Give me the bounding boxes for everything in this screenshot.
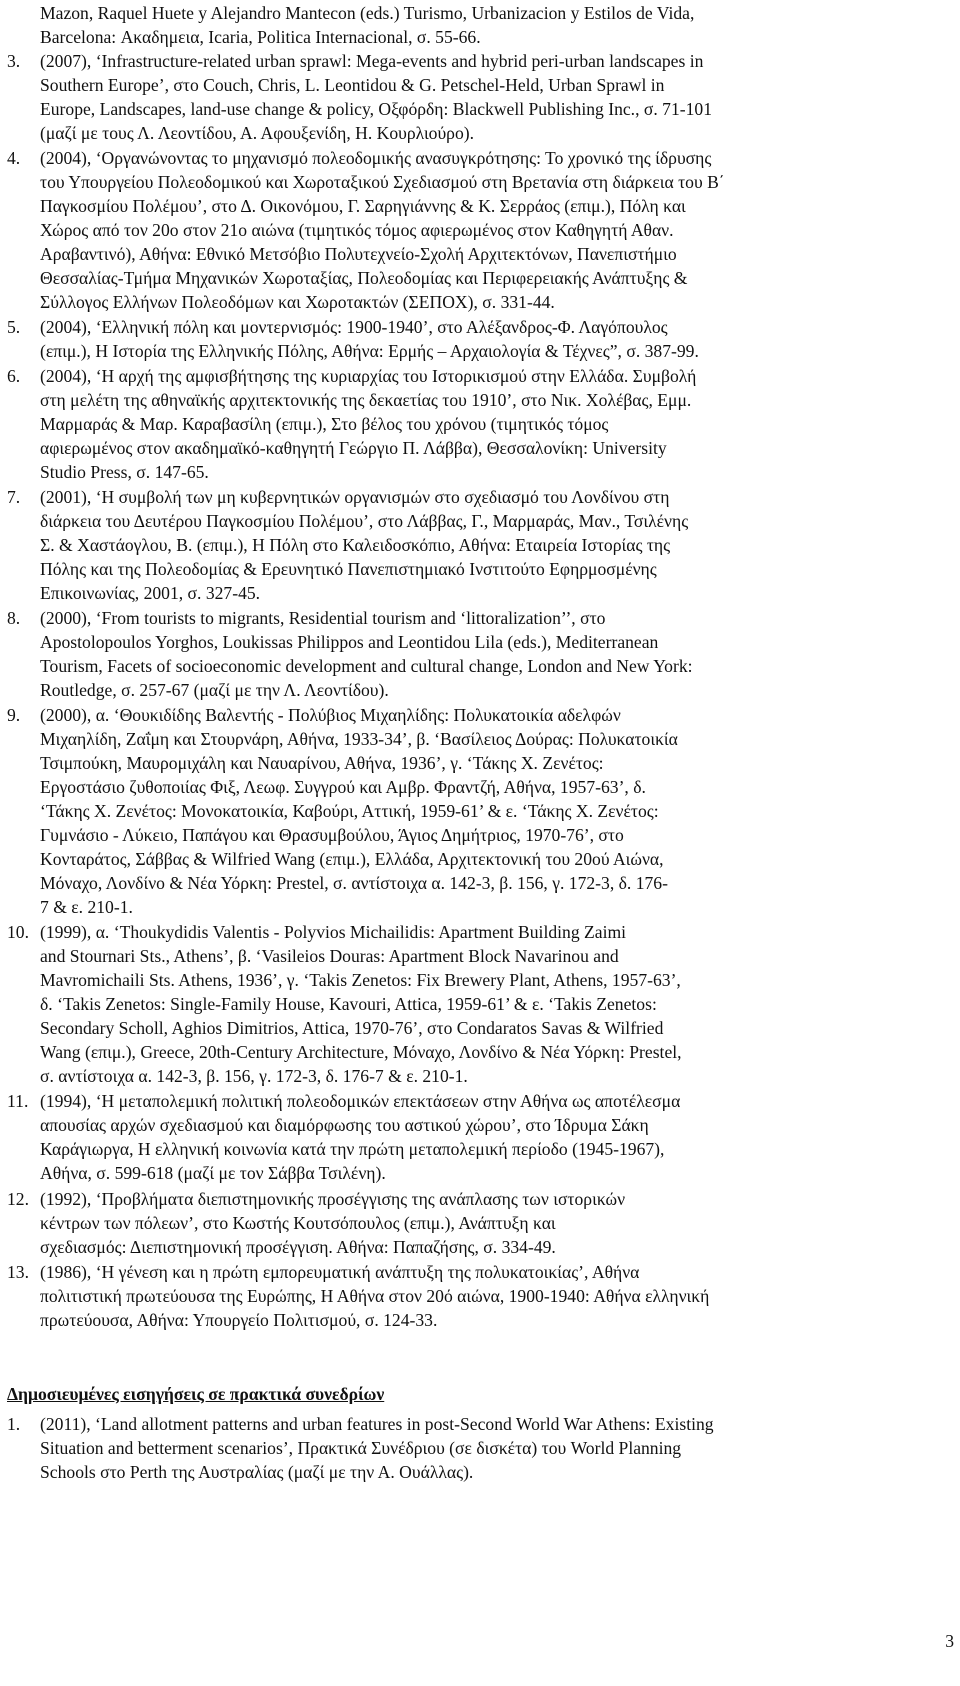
item-line: Σ. & Χαστάογλου, Β. (επιμ.), Η Πόλη στο Καλειδοσκόπιο, Αθήνα: Εταιρεία Ιστορίας της — [40, 535, 671, 555]
item-line: Μαρμαράς & Μαρ. Καραβασίλη (επιμ.), Στο βέλος του χρόνου (τιμητικός τόμος — [40, 414, 609, 434]
item-line: του Υπουργείου Πολεοδομικού και Χωροταξικού Σχεδιασμού στη Βρετανία στη διάρκεια του Β΄ — [40, 172, 725, 192]
item-line: and Stournari Sts., Athens’, β. ‘Vasileios Douras: Apartment Block Navarinou and — [40, 946, 619, 966]
item-line: πρωτεύουσα, Αθήνα: Υπουργείο Πολιτισμού, σ. 124-33. — [40, 1310, 438, 1330]
item-line: Μιχαηλίδη, Ζαΐμη και Στουρνάρη, Αθήνα, 1933-34’, β. ‘Βασίλειος Δούρας: Πολυκατοικία — [40, 729, 678, 749]
item-line: Αθήνα, σ. 599-618 (μαζί με τον Σάββα Τσιλένη). — [40, 1163, 386, 1183]
item-line: Χώρος από τον 20ο στον 21ο αιώνα (τιμητικός τόμος αφιερωμένος στον Καθηγητή Αθαν. — [40, 220, 674, 240]
item-line: (μαζί με τους Λ. Λεοντίδου, Α. Αφουξενίδη, Η. Κουρλιούρο). — [40, 123, 475, 143]
item-line: (2000), α. ‘Θουκιδίδης Βαλεντής - Πολύβιος Μιχαηλίδης: Πολυκατοικία αδελφών — [40, 705, 621, 725]
item-number: 7. — [7, 487, 21, 507]
item-line: (2007), ‘Infrastructure-related urban sprawl: Mega-events and hybrid peri-urban landscapes in — [40, 51, 704, 71]
item-line: σχεδιασμός: Διεπιστημονική προσέγγιση. Αθήνα: Παπαζήσης, σ. 334-49. — [40, 1237, 556, 1257]
item-line: ‘Τάκης Χ. Ζενέτος: Μονοκατοικία, Καβούρι, Αττική, 1959-61’ & ε. ‘Τάκης Χ. Ζενέτος: — [40, 801, 659, 821]
item-line: (1999), α. ‘Thoukydidis Valentis - Polyvios Michailidis: Apartment Building Zaimi — [40, 922, 627, 942]
item-line: διάρκεια του Δευτέρου Παγκοσμίου Πολέμου’, στο Λάββας, Γ., Μαρμαράς, Μαν., Τσιλένης — [40, 511, 689, 531]
section-heading: Δημοσιευμένες εισηγήσεις σε πρακτικά συνεδρίων — [7, 1384, 385, 1404]
item-line: στη μελέτη της αθηναϊκής αρχιτεκτονικής της δεκαετίας του 1910’, στο Νικ. Χολέβας, Εμμ. — [40, 390, 692, 410]
item-line: Εργοστάσιο ζυθοποιίας Φιξ, Λεωφ. Συγγρού και Αμβρ. Φραντζή, Αθήνα, 1957-63’, δ. — [40, 777, 646, 797]
item-line: αφιερωμένος στον ακαδημαϊκό-καθηγητή Γεώργιο Π. Λάββα), Θεσσαλονίκη: University — [40, 438, 667, 458]
item-line: Παγκοσμίου Πολέμου’, στο Δ. Οικονόμου, Γ. Σαρηγιάννης & Κ. Σερράος (επιμ.), Πόλη και — [40, 196, 686, 216]
item-line: 7 & ε. 210-1. — [40, 897, 133, 917]
item-line: κέντρων των πόλεων’, στο Κωστής Κουτσόπουλος (επιμ.), Ανάπτυξη και — [40, 1213, 556, 1233]
item-number: 1. — [7, 1414, 21, 1434]
item-line: Σύλλογος Ελλήνων Πολεοδόμων και Χωροτακτών (ΣΕΠΟΧ), σ. 331-44. — [40, 292, 555, 312]
item-number: 11. — [7, 1091, 29, 1111]
item-number: 6. — [7, 366, 21, 386]
item-number: 5. — [7, 317, 21, 337]
item-line: Πόλης και της Πολεοδομίας & Ερευνητικό Πανεπιστημιακό Ινστιτούτο Εφηρμοσμένης — [40, 559, 657, 579]
item-line: Schools στο Perth της Αυστραλίας (μαζί με την Α. Ουάλλας). — [40, 1462, 474, 1482]
page-number: 3 — [945, 1631, 954, 1651]
item-line: απουσίας αρχών σχεδιασμού και διαμόρφωσης του αστικού χώρου’, στο Ίδρυμα Σάκη — [40, 1115, 649, 1135]
item-line: Studio Press, σ. 147-65. — [40, 462, 209, 482]
item-line: Routledge, σ. 257-67 (μαζί με την Λ. Λεοντίδου). — [40, 680, 389, 700]
item-number: 12. — [7, 1189, 29, 1209]
item-line: (2004), ‘Ελληνική πόλη και μοντερνισμός: 1900-1940’, στο Αλέξανδρος-Φ. Λαγόπουλος — [40, 317, 668, 337]
item-line: Τσιμπούκη, Μαυρομιχάλη και Ναυαρίνου, Αθήνα, 1936’, γ. ‘Τάκης Χ. Ζενέτος: — [40, 753, 604, 773]
item-line: Secondary Scholl, Aghios Dimitrios, Attica, 1970-76’, στο Condaratos Savas & Wilfried — [40, 1018, 664, 1038]
item-line: Επικοινωνίας, 2001, σ. 327-45. — [40, 583, 261, 603]
item-line: σ. αντίστοιχα α. 142-3, β. 156, γ. 172-3, δ. 176-7 & ε. 210-1. — [40, 1066, 468, 1086]
item-line: (2004), ‘Η αρχή της αμφισβήτησης της κυριαρχίας του Ιστορικισμού στην Ελλάδα. Συμβολή — [40, 366, 697, 386]
continuation-line: Mazon, Raquel Huete y Alejandro Mantecon (eds.) Turismo, Urbanizacion y Estilos de Vida, — [40, 3, 695, 23]
item-line: Wang (επιμ.), Greece, 20th-Century Architecture, Μόναχο, Λονδίνο & Νέα Υόρκη: Prestel, — [40, 1042, 682, 1062]
item-number: 8. — [7, 608, 21, 628]
item-line: (επιμ.), Η Ιστορία της Ελληνικής Πόλης, Αθήνα: Ερμής – Αρχαιολογία & Τέχνες”, σ. 387-99. — [40, 341, 699, 361]
item-line: Καράγιωργα, Η ελληνική κοινωνία κατά την πρώτη μεταπολεμική περίοδο (1945-1967), — [40, 1139, 665, 1159]
item-number: 10. — [7, 922, 29, 942]
item-line: (2000), ‘From tourists to migrants, Residential tourism and ‘littoralization’’, στο — [40, 608, 606, 628]
item-line: Κονταράτος, Σάββας & Wilfried Wang (επιμ.), Ελλάδα, Αρχιτεκτονική του 20ού Αιώνα, — [40, 849, 664, 869]
item-line: (2011), ‘Land allotment patterns and urban features in post-Second World War Athens: Existing — [40, 1414, 714, 1434]
item-line: Mavromichaili Sts. Athens, 1936’, γ. ‘Takis Zenetos: Fix Brewery Plant, Athens, 1957-63’, — [40, 970, 681, 990]
item-line: (2004), ‘Οργανώνοντας το μηχανισμό πολεοδομικής ανασυγκρότησης: Το χρονικό της ίδρυσης — [40, 148, 712, 168]
item-line: Θεσσαλίας-Τμήμα Μηχανικών Χωροταξίας, Πολεοδομίας και Περιφερειακής Ανάπτυξης & — [40, 268, 688, 288]
item-line: πολιτιστική πρωτεύουσα της Ευρώπης, Η Αθήνα στον 20ό αιώνα, 1900-1940: Αθήνα ελληνική — [40, 1286, 710, 1306]
item-number: 9. — [7, 705, 21, 725]
item-line: (1994), ‘Η μεταπολεμική πολιτική πολεοδομικών επεκτάσεων στην Αθήνα ως αποτέλεσμα — [40, 1091, 681, 1111]
item-line: Europe, Landscapes, land-use change & policy, Οξφόρδη: Blackwell Publishing Inc., σ. 71-101 — [40, 99, 712, 119]
item-number: 3. — [7, 51, 21, 71]
item-line: Apostolopoulos Yorghos, Loukissas Philippos and Leontidou Lila (eds.), Mediterranean — [40, 632, 659, 652]
continuation-line: Barcelona: Ακαδημεια, Icaria, Politica Internacional, σ. 55-66. — [40, 27, 481, 47]
item-line: Μόναχο, Λονδίνο & Νέα Υόρκη: Prestel, σ. αντίστοιχα α. 142-3, β. 156, γ. 172-3, δ. 176- — [40, 873, 668, 893]
item-line: Southern Europe’, στο Couch, Chris, L. Leontidou & G. Petschel-Held, Urban Sprawl in — [40, 75, 665, 95]
item-line: Tourism, Facets of socioeconomic development and cultural change, London and New York: — [40, 656, 693, 676]
item-line: δ. ‘Takis Zenetos: Single-Family House, Kavouri, Attica, 1959-61’ & ε. ‘Takis Zenetos: — [40, 994, 657, 1014]
item-line: Αραβαντινό), Αθήνα: Εθνικό Μετσόβιο Πολυτεχνείο-Σχολή Αρχιτεκτόνων, Πανεπιστήμιο — [40, 244, 677, 264]
item-line: Situation and betterment scenarios’, Πρακτικά Συνέδριου (σε δισκέτα) του World Planning — [40, 1438, 682, 1458]
item-number: 4. — [7, 148, 21, 168]
item-number: 13. — [7, 1262, 29, 1282]
item-line: (1992), ‘Προβλήματα διεπιστημονικής προσέγγισης της ανάπλασης των ιστορικών — [40, 1189, 626, 1209]
item-line: (2001), ‘Η συμβολή των μη κυβερνητικών οργανισμών στο σχεδιασμό του Λονδίνου στη — [40, 487, 670, 507]
item-line: (1986), ‘Η γένεση και η πρώτη εμπορευματική ανάπτυξη της πολυκατοικίας’, Αθήνα — [40, 1262, 640, 1282]
item-line: Γυμνάσιο - Λύκειο, Παπάγου και Θρασυμβούλου, Άγιος Δημήτριος, 1970-76’, στο — [40, 825, 624, 845]
